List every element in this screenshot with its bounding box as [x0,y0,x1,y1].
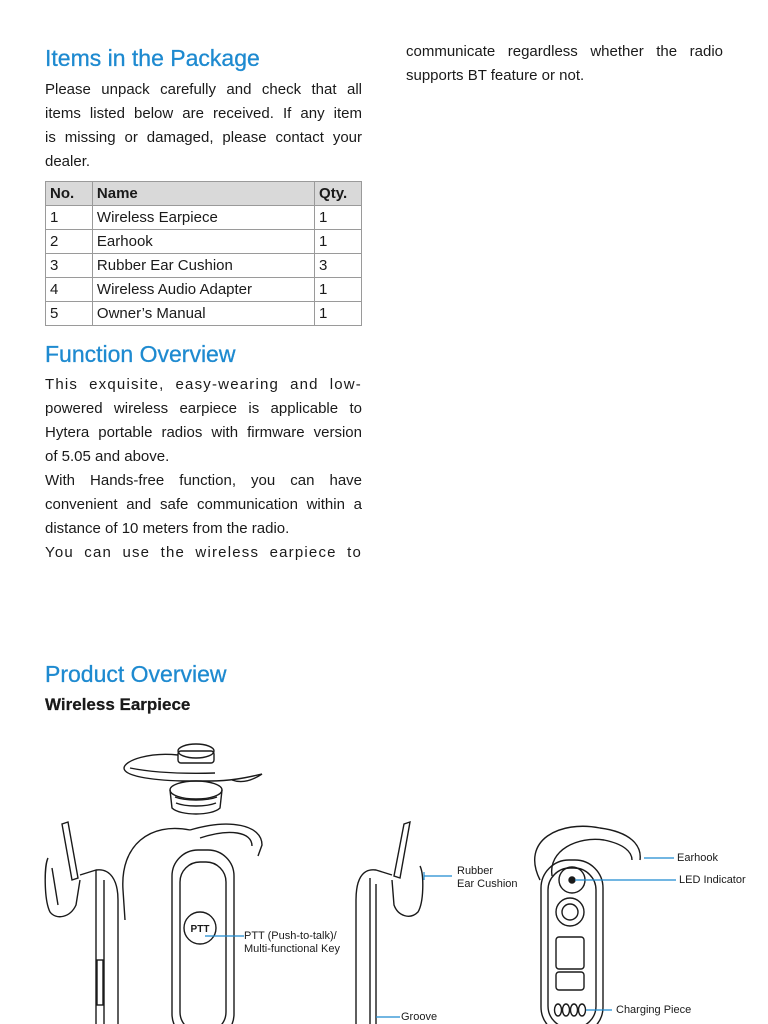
function-line: distance of 10 meters from the radio. [45,520,290,537]
package-table [45,181,362,326]
rubber-label-line: Ear Cushion [457,878,518,890]
cell-no: 5 [46,302,93,326]
function-line: powered wireless earpiece is applicable to [45,400,362,417]
table-row [46,230,362,254]
cell-name: Rubber Ear Cushion [92,254,314,278]
rubber-cushion-label [457,865,518,891]
cell-no: 4 [46,278,93,302]
earpiece-side-view-left [45,822,118,1024]
items-intro [45,78,362,174]
cell-name: Wireless Earpiece [92,206,314,230]
product-subheading: Wireless Earpiece [45,695,191,714]
ptt-label-line: Multi-functional Key [244,943,340,955]
cell-no: 3 [46,254,93,278]
earpiece-diagram [0,730,768,1024]
ptt-label-line: PTT (Push-to-talk)/ [244,930,337,942]
function-line: Hytera portable radios with firmware version [45,424,362,441]
items-intro-line: Please unpack carefully and check that all [45,81,362,98]
ear-cushion-figure [124,744,262,814]
ptt-label [244,930,340,956]
cell-name: Wireless Audio Adapter [92,278,314,302]
groove-label: Groove [401,1011,438,1023]
function-line: convenient and safe communication within a [45,496,362,513]
col-header-name: Name [92,182,314,206]
function-heading: Function Overview [45,341,236,367]
earpiece-side-view-right [356,822,423,1024]
table-row [46,254,362,278]
rubber-label-line: Rubber [457,865,494,877]
items-heading: Items in the Package [45,45,260,71]
earhook-label: Earhook [677,852,718,864]
earpiece-front-view [123,824,262,1024]
led-indicator-label: LED Indicator [679,874,746,886]
cell-qty: 1 [315,230,362,254]
cell-qty: 3 [315,254,362,278]
cell-name: Earhook [92,230,314,254]
table-row [46,278,362,302]
ptt-key-label: PTT [190,924,210,935]
right-column-text [406,40,723,88]
function-line: This exquisite, easy-wearing and low- [45,376,362,393]
earpiece-back-view [535,826,641,1024]
cell-qty: 1 [315,278,362,302]
right-column-line: communicate regardless whether the radio [406,43,723,60]
col-header-qty: Qty. [315,182,362,206]
cell-name: Owner’s Manual [92,302,314,326]
table-row [46,206,362,230]
items-intro-line: items listed below are received. If any item [45,105,362,122]
table-row [46,302,362,326]
function-line: With Hands-free function, you can have [45,472,362,489]
product-heading: Product Overview [45,661,227,687]
charging-piece-label: Charging Piece [616,1004,692,1016]
col-header-no: No. [46,182,93,206]
items-intro-line: is missing or damaged, please contact your [45,129,362,146]
cell-qty: 1 [315,206,362,230]
function-body [45,373,362,565]
items-intro-line: dealer. [45,153,91,170]
function-line: You can use the wireless earpiece to [45,544,362,561]
cell-qty: 1 [315,302,362,326]
right-column-line: supports BT feature or not. [406,67,585,84]
cell-no: 1 [46,206,93,230]
table-header-row [46,182,362,206]
cell-no: 2 [46,230,93,254]
function-line: of 5.05 and above. [45,448,170,465]
